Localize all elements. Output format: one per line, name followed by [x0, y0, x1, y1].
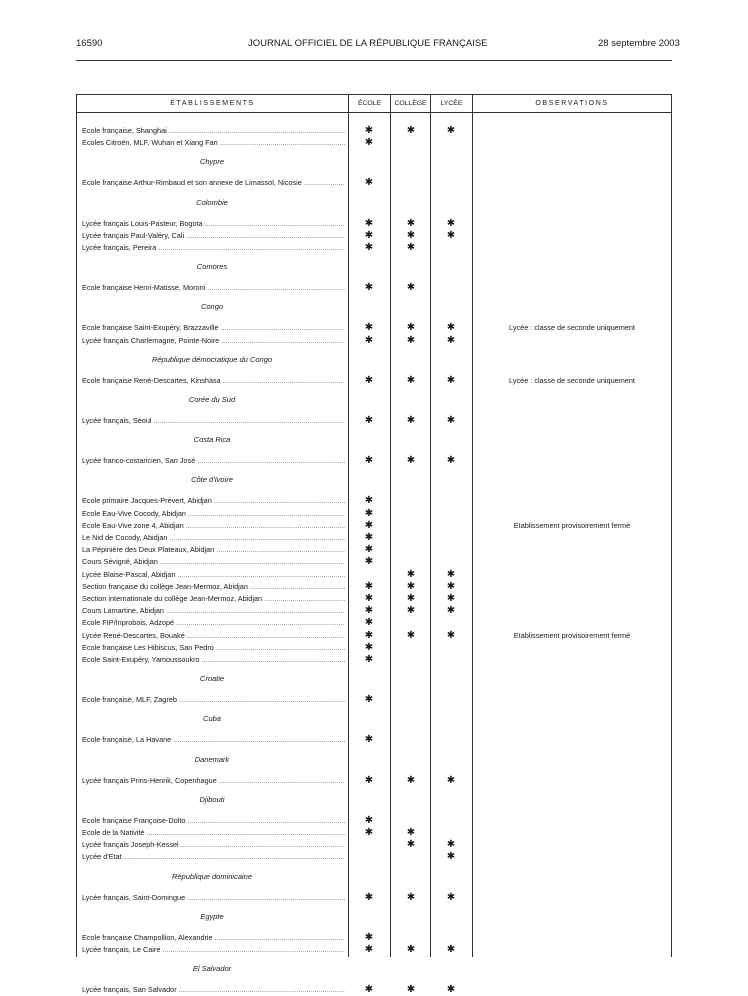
- table-row: [77, 775, 671, 787]
- table-row: [77, 815, 671, 827]
- college-mark-icon: ✱: [406, 125, 416, 136]
- country-heading: Chypre: [199, 157, 225, 167]
- header-rule: [76, 60, 672, 61]
- lycee-mark-icon: ✱: [446, 229, 456, 241]
- establishment-name: Ecole Eau-Vive Cocody, Abidjan .....: [82, 508, 345, 520]
- table-row: [77, 654, 671, 666]
- establishment-name: Ecole de la Nativité .....: [82, 827, 345, 839]
- college-mark-icon: ✱: [406, 629, 416, 641]
- table-row: [77, 230, 671, 242]
- country-heading: Côte d'Ivoire: [191, 475, 233, 485]
- ecole-mark-icon: ✱: [364, 229, 374, 241]
- college-mark-icon: ✱: [406, 568, 416, 580]
- table-row: [77, 556, 671, 568]
- country-heading: Colombie: [196, 197, 228, 207]
- country-heading: El Salvador: [192, 964, 232, 974]
- table-row: [77, 984, 671, 996]
- college-mark-icon: ✱: [406, 944, 416, 955]
- table-row: [77, 495, 671, 507]
- table-row: [77, 581, 671, 593]
- lycee-mark-icon: ✱: [446, 568, 456, 580]
- ecole-mark-icon: ✱: [364, 322, 374, 334]
- establishment-name: Ecole française, MLF, Zagreb .....: [82, 694, 345, 706]
- table-row: [77, 593, 671, 605]
- college-mark-icon: ✱: [406, 455, 416, 467]
- country-heading: Corée du Sud: [188, 395, 236, 404]
- ecole-mark-icon: ✱: [364, 605, 374, 617]
- establishment-name: Ecole française Arthur-Rimbaud et son annexe de Limassol, Nicosie .....: [82, 177, 345, 189]
- lycee-mark-icon: ✱: [446, 415, 456, 426]
- ecole-mark-icon: ✱: [364, 734, 374, 746]
- observation-text: Lycée : classe de seconde uniquement: [509, 375, 635, 385]
- observation-text: Etablissement provisoirement fermé: [513, 630, 631, 640]
- table-row: [77, 734, 671, 746]
- table-row: [77, 569, 671, 581]
- college-mark-icon: ✱: [406, 229, 416, 241]
- ecole-mark-icon: ✱: [364, 217, 374, 229]
- establishment-name: Lycée René-Descartes, Bouaké .....: [82, 630, 345, 642]
- table-row: [77, 375, 671, 387]
- table-row: [77, 694, 671, 706]
- college-mark-icon: ✱: [406, 827, 416, 838]
- table-row: [77, 508, 671, 520]
- establishment-name: Ecole française Henri-Matisse, Moroni .....: [82, 282, 345, 294]
- college-mark-icon: ✱: [406, 242, 416, 253]
- establishment-name: Lycée français, Séoul .....: [82, 415, 345, 427]
- ecole-mark-icon: ✱: [364, 984, 374, 996]
- observation-text: Lycée : classe de seconde uniquement: [509, 323, 635, 333]
- establishment-name: Ecoles Citroën, MLF, Wuhan et Xiang Fan .....: [82, 137, 345, 149]
- college-mark-icon: ✱: [406, 217, 416, 229]
- ecole-mark-icon: ✱: [364, 519, 374, 531]
- ecole-mark-icon: ✱: [364, 177, 374, 189]
- ecole-mark-icon: ✱: [364, 334, 374, 346]
- column-header-ecole: ÉCOLE: [357, 100, 382, 107]
- lycee-mark-icon: ✱: [446, 629, 456, 641]
- establishment-name: Lycée franco-costaricien, San José .....: [82, 455, 345, 467]
- header-divider: [77, 112, 671, 113]
- table-row: [77, 282, 671, 294]
- establishment-name: Lycée d'Etat .....: [82, 851, 345, 863]
- ecole-mark-icon: ✱: [364, 137, 374, 149]
- ecole-mark-icon: ✱: [364, 242, 374, 253]
- table-row: [77, 335, 671, 347]
- establishment-name: La Pépinière des Deux Plateaux, Abidjan .....: [82, 544, 345, 556]
- lycee-mark-icon: ✱: [446, 125, 456, 136]
- country-heading: Comores: [196, 262, 228, 272]
- ecole-mark-icon: ✱: [364, 593, 374, 604]
- college-mark-icon: ✱: [406, 984, 416, 996]
- ecole-mark-icon: ✱: [364, 282, 374, 294]
- establishment-name: Lycée Blaise-Pascal, Abidjan .....: [82, 569, 345, 581]
- ecole-mark-icon: ✱: [364, 944, 374, 955]
- establishment-name: Lycée français, San Salvador .....: [82, 984, 345, 996]
- table-row: [77, 455, 671, 467]
- establishment-name: Lycée français, Pereira .....: [82, 242, 345, 254]
- ecole-mark-icon: ✱: [364, 556, 374, 568]
- ecole-mark-icon: ✱: [364, 774, 374, 786]
- ecole-mark-icon: ✱: [364, 125, 374, 136]
- college-mark-icon: ✱: [406, 839, 416, 851]
- college-mark-icon: ✱: [406, 415, 416, 426]
- lycee-mark-icon: ✱: [446, 374, 456, 386]
- country-heading: Djibouti: [199, 794, 225, 804]
- lycee-mark-icon: ✱: [446, 839, 456, 851]
- establishment-name: Lycée français Louis-Pasteur, Bogota .....: [82, 218, 345, 230]
- establishment-name: Ecole française Les Hibiscus, San Pedro .....: [82, 642, 345, 654]
- table-row: [77, 851, 671, 863]
- table-row: [77, 177, 671, 189]
- college-mark-icon: ✱: [406, 374, 416, 386]
- table-row: [77, 839, 671, 851]
- table-row: [77, 242, 671, 254]
- establishment-name: Ecole française, Shanghai .....: [82, 125, 345, 137]
- country-heading: Cuba: [203, 714, 221, 724]
- column-header-observations: OBSERVATIONS: [535, 100, 609, 107]
- ecole-mark-icon: ✱: [364, 891, 374, 903]
- table-row: [77, 137, 671, 149]
- ecole-mark-icon: ✱: [364, 641, 374, 653]
- establishment-name: Ecole FIP/Inprobois, Adzopé .....: [82, 617, 345, 629]
- ecole-mark-icon: ✱: [364, 931, 374, 943]
- establishment-name: Section française du collège Jean-Mermoz, Abidjan .....: [82, 581, 345, 593]
- table-row: [77, 827, 671, 839]
- lycee-mark-icon: ✱: [446, 334, 456, 346]
- lycee-mark-icon: ✱: [446, 217, 456, 229]
- country-heading: République dominicaine: [171, 871, 253, 881]
- table-row: [77, 617, 671, 629]
- journal-title: JOURNAL OFFICIEL DE LA RÉPUBLIQUE FRANÇAISE: [248, 38, 488, 49]
- ecole-mark-icon: ✱: [364, 694, 374, 706]
- table-row: [77, 415, 671, 427]
- college-mark-icon: ✱: [406, 774, 416, 786]
- college-mark-icon: ✱: [406, 580, 416, 592]
- country-heading: Congo: [200, 302, 224, 312]
- lycee-mark-icon: ✱: [446, 322, 456, 334]
- establishment-name: Ecole Saint-Exupéry, Yamoussoukro .....: [82, 654, 345, 666]
- lycee-mark-icon: ✱: [446, 455, 456, 467]
- establishment-name: Ecole Eau-Vive zone 4, Abidjan .....: [82, 520, 345, 532]
- table-row: [77, 532, 671, 544]
- lycee-mark-icon: ✱: [446, 891, 456, 903]
- country-heading: République démocratique du Congo: [151, 354, 273, 364]
- establishment-name: Lycée français, Saint-Domingue .....: [82, 892, 345, 904]
- table-row: [77, 944, 671, 956]
- establishment-name: Cours Sévigné, Abidjan .....: [82, 556, 345, 568]
- column-header-lycee: LYCÉE: [440, 100, 463, 107]
- ecole-mark-icon: ✱: [364, 415, 374, 426]
- ecole-mark-icon: ✱: [364, 455, 374, 467]
- establishment-name: Lycée français Prins-Henrik, Copenhague .....: [82, 775, 345, 787]
- ecole-mark-icon: ✱: [364, 495, 374, 507]
- table-row: [77, 892, 671, 904]
- country-heading: Egypte: [200, 911, 224, 921]
- column-header-college: COLLÈGE: [394, 100, 427, 107]
- college-mark-icon: ✱: [406, 322, 416, 334]
- establishment-name: Cours Lamartine, Abidjan .....: [82, 605, 345, 617]
- college-mark-icon: ✱: [406, 334, 416, 346]
- college-mark-icon: ✱: [406, 891, 416, 903]
- ecole-mark-icon: ✱: [364, 507, 374, 519]
- table-row: [77, 630, 671, 642]
- lycee-mark-icon: ✱: [446, 774, 456, 786]
- column-header-establishments: ÉTABLISSEMENTS: [170, 100, 255, 107]
- ecole-mark-icon: ✱: [364, 654, 374, 665]
- table-row: [77, 125, 671, 137]
- college-mark-icon: ✱: [406, 605, 416, 617]
- table-row: [77, 605, 671, 617]
- ecole-mark-icon: ✱: [364, 374, 374, 386]
- ecole-mark-icon: ✱: [364, 827, 374, 838]
- publication-date: 28 septembre 2003: [598, 38, 680, 49]
- college-mark-icon: ✱: [406, 282, 416, 294]
- establishment-name: Ecole française Champollion, Alexandrie .....: [82, 932, 345, 944]
- establishment-name: Ecole française Françoise-Dolto .....: [82, 815, 345, 827]
- country-heading: Costa Rica: [193, 435, 231, 445]
- country-heading: Croatie: [199, 674, 225, 684]
- establishment-name: Lycée français Charlemagne, Pointe-Noire .....: [82, 335, 345, 347]
- table-row: [77, 520, 671, 532]
- observation-text: Etablissement provisoirement fermé: [513, 520, 631, 530]
- establishment-name: Lycée français Joseph-Kessel .....: [82, 839, 345, 851]
- lycee-mark-icon: ✱: [446, 593, 456, 604]
- table-row: [77, 642, 671, 654]
- table-row: [77, 218, 671, 230]
- college-mark-icon: ✱: [406, 593, 416, 604]
- establishment-name: Lycée français, Le Caire .....: [82, 944, 345, 956]
- ecole-mark-icon: ✱: [364, 814, 374, 826]
- table-row: [77, 544, 671, 556]
- establishments-table: [76, 94, 672, 996]
- table-row: [77, 322, 671, 334]
- lycee-mark-icon: ✱: [446, 851, 456, 863]
- country-heading: Danemark: [194, 754, 230, 764]
- establishment-name: Le Nid de Cocody, Abidjan .....: [82, 532, 345, 544]
- establishment-name: Ecole française Saint-Exupéry, Brazzaville .....: [82, 322, 345, 334]
- lycee-mark-icon: ✱: [446, 605, 456, 617]
- ecole-mark-icon: ✱: [364, 629, 374, 641]
- page-number: 16590: [76, 38, 103, 49]
- ecole-mark-icon: ✱: [364, 617, 374, 629]
- table-row: [77, 932, 671, 944]
- lycee-mark-icon: ✱: [446, 984, 456, 996]
- ecole-mark-icon: ✱: [364, 544, 374, 556]
- establishment-name: Section internationale du collège Jean-Mermoz, Abidjan .....: [82, 593, 345, 605]
- establishment-name: Ecole française, La Havane .....: [82, 734, 345, 746]
- establishment-name: Lycée français Paul-Valéry, Cali .....: [82, 230, 345, 242]
- lycee-mark-icon: ✱: [446, 580, 456, 592]
- ecole-mark-icon: ✱: [364, 532, 374, 543]
- ecole-mark-icon: ✱: [364, 580, 374, 592]
- lycee-mark-icon: ✱: [446, 944, 456, 955]
- establishment-name: Ecole primaire Jacques-Prévert, Abidjan .....: [82, 495, 345, 507]
- establishment-name: Ecole française René-Descartes, Kinshasa .....: [82, 375, 345, 387]
